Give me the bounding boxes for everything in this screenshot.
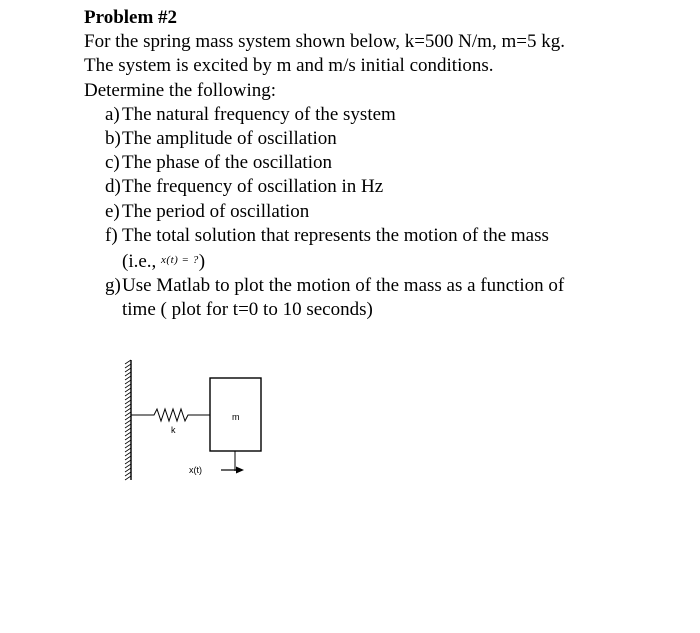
question-a (84, 103, 684, 127)
spring-mass-svg (110, 350, 280, 490)
wall-hatching (125, 360, 131, 480)
question-letter: b) (105, 128, 121, 150)
spring-mass-diagram (110, 350, 280, 490)
question-letter: d) (105, 176, 121, 198)
question-f (84, 224, 684, 274)
question-g (84, 274, 684, 322)
question-letter: f) (105, 224, 118, 246)
problem-statement (84, 6, 684, 323)
question-text: Use Matlab to plot the motion of the mass as a function of (122, 275, 565, 297)
question-text: The period of oscillation (122, 200, 310, 222)
displacement-arrow-head (236, 467, 244, 474)
question-text: The phase of the oscillation (122, 152, 332, 174)
spring-label: k (171, 425, 176, 435)
intro-line-2: The system is excited by m and m/s initial conditions. (84, 55, 494, 77)
question-letter: a) (105, 103, 120, 125)
question-text: The natural frequency of the system (122, 103, 396, 125)
displacement-label: x(t) (189, 465, 202, 475)
ie-prefix: (i.e., (122, 251, 157, 273)
question-f-continuation (122, 248, 684, 274)
question-letter: e) (105, 200, 120, 222)
solution-equation: x(t) = ? (161, 254, 199, 267)
question-letter: c) (105, 152, 120, 174)
problem-title: Problem #2 (84, 7, 178, 28)
intro-line-3: Determine the following: (84, 79, 277, 101)
question-g-continuation: time ( plot for t=0 to 10 seconds) (122, 299, 373, 321)
intro-line-1: For the spring mass system shown below, k=500 N/m, m=5 kg. (84, 31, 565, 53)
question-c (84, 151, 684, 175)
question-text: The total solution that represents the motion of the mass (122, 224, 549, 246)
question-b (84, 127, 684, 151)
question-d (84, 175, 684, 199)
spring (131, 409, 210, 421)
question-text: The amplitude of oscillation (122, 128, 337, 150)
question-text: The frequency of oscillation in Hz (122, 176, 384, 198)
question-letter: g) (105, 275, 121, 297)
mass-label: m (232, 412, 240, 422)
question-e (84, 200, 684, 224)
question-list (84, 103, 684, 323)
ie-suffix: ) (198, 251, 206, 273)
